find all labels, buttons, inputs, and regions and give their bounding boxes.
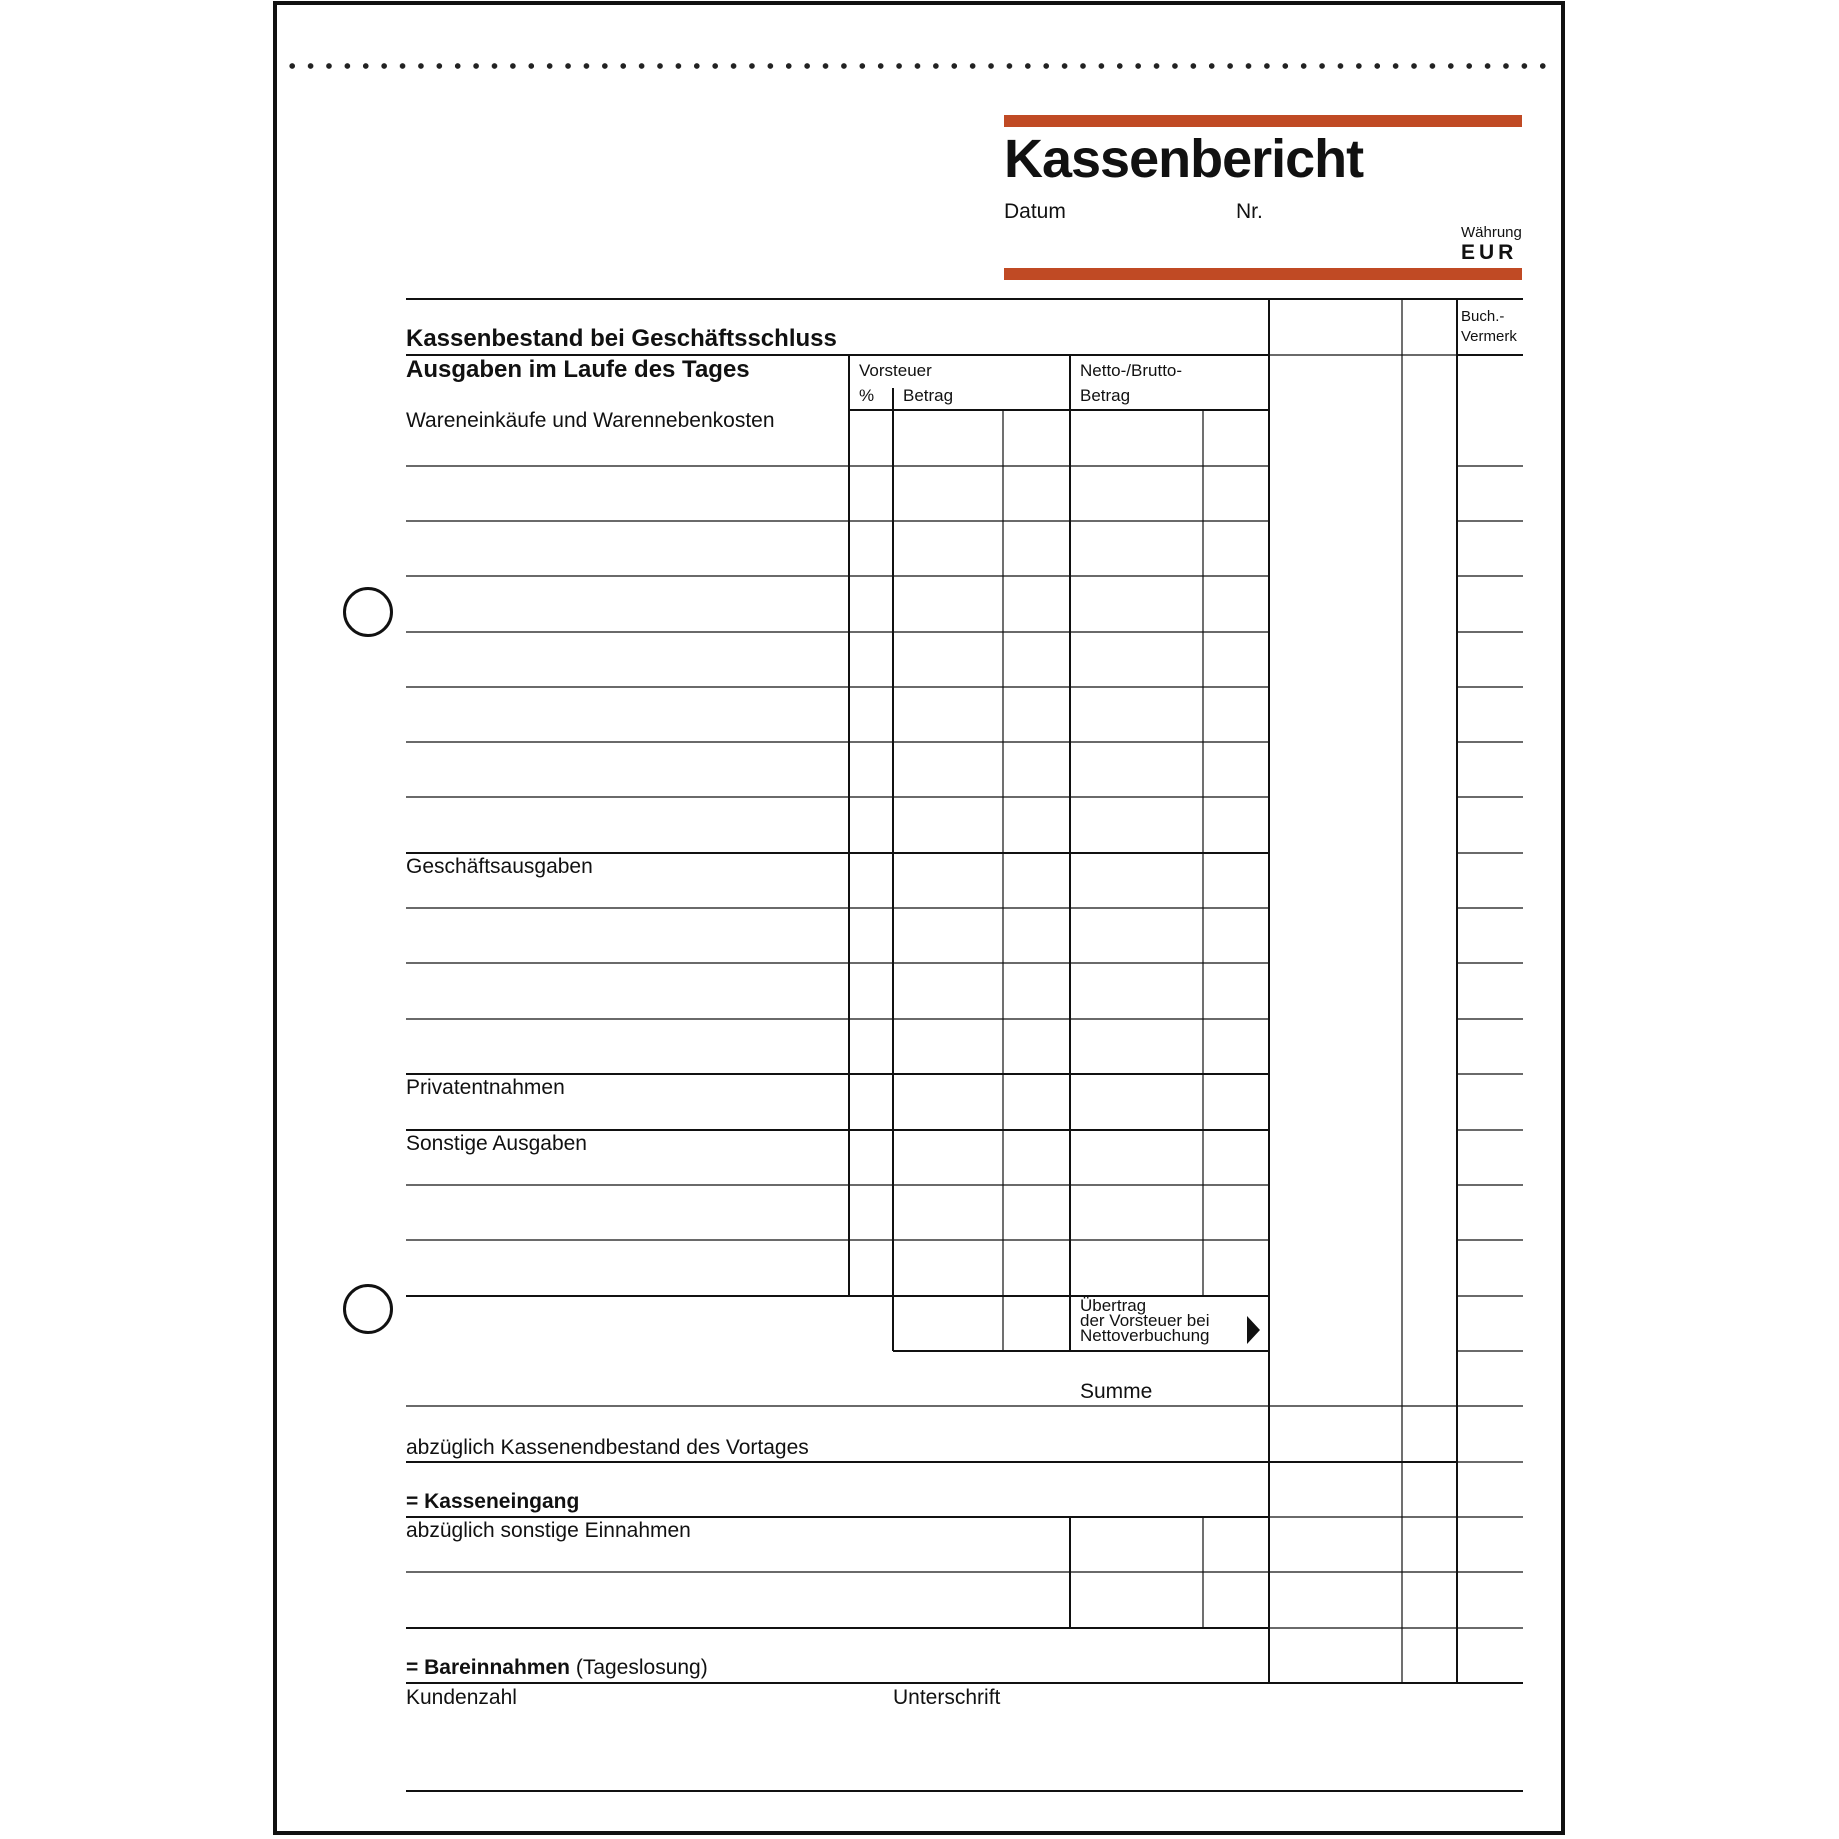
summe-label: Summe — [1080, 1380, 1153, 1403]
currency-value: EUR — [1461, 241, 1518, 264]
unterschrift-label: Unterschrift — [893, 1686, 1001, 1709]
buch-header-line1: Buch.- — [1461, 308, 1505, 325]
nr-label: Nr. — [1236, 200, 1263, 223]
privatentnahmen-label: Privatentnahmen — [406, 1076, 565, 1099]
uebertrag-line1: Übertrag — [1080, 1296, 1147, 1315]
vorsteuer-betrag-header: Betrag — [903, 386, 954, 405]
abzueglich-sonstige-label: abzüglich sonstige Einnahmen — [406, 1519, 691, 1542]
bareinnahmen-bold: = Bareinnahmen — [406, 1656, 570, 1679]
uebertrag-line3: Nettoverbuchung — [1080, 1326, 1210, 1345]
datum-label: Datum — [1004, 200, 1066, 223]
vorsteuer-header: Vorsteuer — [859, 361, 932, 380]
kassenbestand-heading: Kassenbestand bei Geschäftsschluss — [406, 325, 837, 352]
form-title: Kassenbericht — [1004, 129, 1364, 189]
wareneinkaeufe-label: Wareneinkäufe und Warennebenkosten — [406, 409, 775, 432]
netto-betrag-header: Betrag — [1080, 386, 1131, 405]
abzueglich-vortag-label: abzüglich Kassenendbestand des Vortages — [406, 1436, 809, 1459]
percent-header: % — [859, 386, 875, 405]
ausgaben-heading: Ausgaben im Laufe des Tages — [406, 356, 750, 383]
buch-header-line2: Vermerk — [1461, 328, 1517, 345]
arrow-right-icon — [1247, 1316, 1260, 1344]
bareinnahmen-label — [406, 1656, 708, 1680]
uebertrag-line2: der Vorsteuer bei — [1080, 1311, 1210, 1330]
kundenzahl-label: Kundenzahl — [406, 1686, 517, 1709]
kasseneingang-label: = Kasseneingang — [406, 1490, 580, 1513]
currency-label: Währung — [1461, 224, 1522, 241]
geschaeftsausgaben-label: Geschäftsausgaben — [406, 855, 593, 878]
netto-brutto-header: Netto-/Brutto- — [1080, 361, 1183, 380]
sonstige-ausgaben-label: Sonstige Ausgaben — [406, 1132, 587, 1155]
tageslosung-label: (Tageslosung) — [575, 1656, 708, 1679]
